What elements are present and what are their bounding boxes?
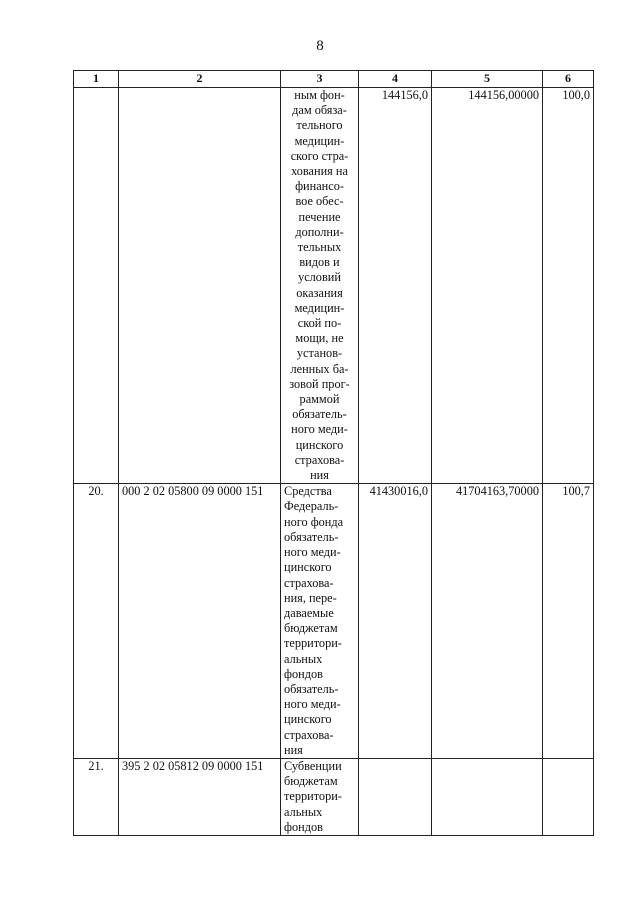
income-name-line: страхова-	[284, 575, 334, 590]
income-name-line: территори-	[284, 789, 342, 804]
income-name-line: даваемые	[284, 605, 334, 620]
income-name-line: ного меди-	[284, 545, 341, 560]
income-name-line: ния, пере-	[284, 590, 337, 605]
percent-value	[543, 758, 594, 835]
header-col-1: 1	[74, 71, 119, 88]
income-name-line: бюджетам	[284, 774, 338, 789]
income-name-line: обязатель-	[284, 529, 339, 544]
plan-value	[359, 758, 432, 835]
income-name-line: ленных ба-	[290, 361, 349, 376]
header-col-4: 4	[359, 71, 432, 88]
actual-value: 41704163,70000	[432, 484, 543, 759]
income-name-line: ния	[310, 468, 329, 483]
table-row	[74, 484, 594, 759]
income-name-line: ным фон-	[294, 88, 345, 102]
income-name-line: медицин-	[294, 133, 345, 148]
page-number: 8	[316, 38, 324, 54]
income-name-line: ного меди-	[284, 697, 341, 712]
budget-code	[119, 88, 281, 484]
income-name-line: зовой прог-	[289, 376, 350, 391]
income-name-line: оказания	[296, 285, 343, 300]
income-name-line: медицин-	[294, 300, 345, 315]
income-name-line: альных	[284, 651, 323, 666]
income-name-line: цинского	[284, 560, 332, 575]
income-name-line: бюджетам	[284, 621, 338, 636]
income-name-line: ного меди-	[291, 422, 348, 437]
income-name-line: ской по-	[297, 316, 342, 331]
percent-value: 100,0	[543, 88, 594, 484]
percent-value: 100,7	[543, 484, 594, 759]
income-name-line: дополни-	[295, 224, 344, 239]
income-name-line: страхова-	[294, 452, 345, 467]
income-name-line: территори-	[284, 636, 342, 651]
income-name-line: фондов	[284, 819, 323, 834]
income-name-line: ного фонда	[284, 514, 344, 529]
income-name-line: тельного	[296, 118, 343, 133]
budget-code: 000 2 02 05800 09 0000 151	[119, 484, 281, 759]
row-number: 21.	[74, 758, 119, 835]
income-name-line: обязатель-	[292, 407, 347, 422]
header-row	[74, 71, 594, 88]
income-name-line: финансо-	[295, 179, 344, 194]
row-number	[74, 88, 119, 484]
income-name	[281, 88, 359, 484]
header-col-3: 3	[281, 71, 359, 88]
income-name-line: обязатель-	[284, 681, 339, 696]
income-name-line: страхова-	[284, 727, 334, 742]
income-name-line: Федераль-	[284, 499, 339, 514]
income-name-line: тельных	[297, 240, 342, 255]
income-name-line: дам обяза-	[292, 103, 347, 118]
table-header	[74, 71, 594, 88]
table-row	[74, 758, 594, 835]
income-name-line: хования на	[291, 164, 348, 179]
income-name-line: установ-	[296, 346, 343, 361]
plan-value: 41430016,0	[359, 484, 432, 759]
table-row	[74, 88, 594, 484]
actual-value	[432, 758, 543, 835]
row-number: 20.	[74, 484, 119, 759]
header-col-5: 5	[432, 71, 543, 88]
income-name-line: видов и	[299, 255, 340, 270]
income-name-line: цинского	[295, 437, 344, 452]
income-name-line: ния	[284, 742, 303, 757]
income-name-line: фондов	[284, 666, 323, 681]
income-name	[281, 758, 359, 835]
income-name-line: цинского	[284, 712, 332, 727]
income-name-line: печение	[298, 209, 341, 224]
budget-code: 395 2 02 05812 09 0000 151	[119, 758, 281, 835]
income-name-line: вое обес-	[295, 194, 344, 209]
income-name-line: ского стра-	[290, 148, 349, 163]
income-name-line: мощи, не	[295, 331, 344, 346]
income-name-line: Средства	[284, 484, 332, 499]
header-col-2: 2	[119, 71, 281, 88]
income-name-line: раммой	[299, 392, 340, 407]
budget-table	[73, 70, 594, 836]
table-body	[74, 88, 594, 836]
header-col-6: 6	[543, 71, 594, 88]
income-name-line: альных	[284, 804, 323, 819]
plan-value: 144156,0	[359, 88, 432, 484]
actual-value: 144156,00000	[432, 88, 543, 484]
income-name-line: Субвенции	[284, 758, 342, 773]
income-name-line: условий	[298, 270, 341, 285]
income-name	[281, 484, 359, 759]
